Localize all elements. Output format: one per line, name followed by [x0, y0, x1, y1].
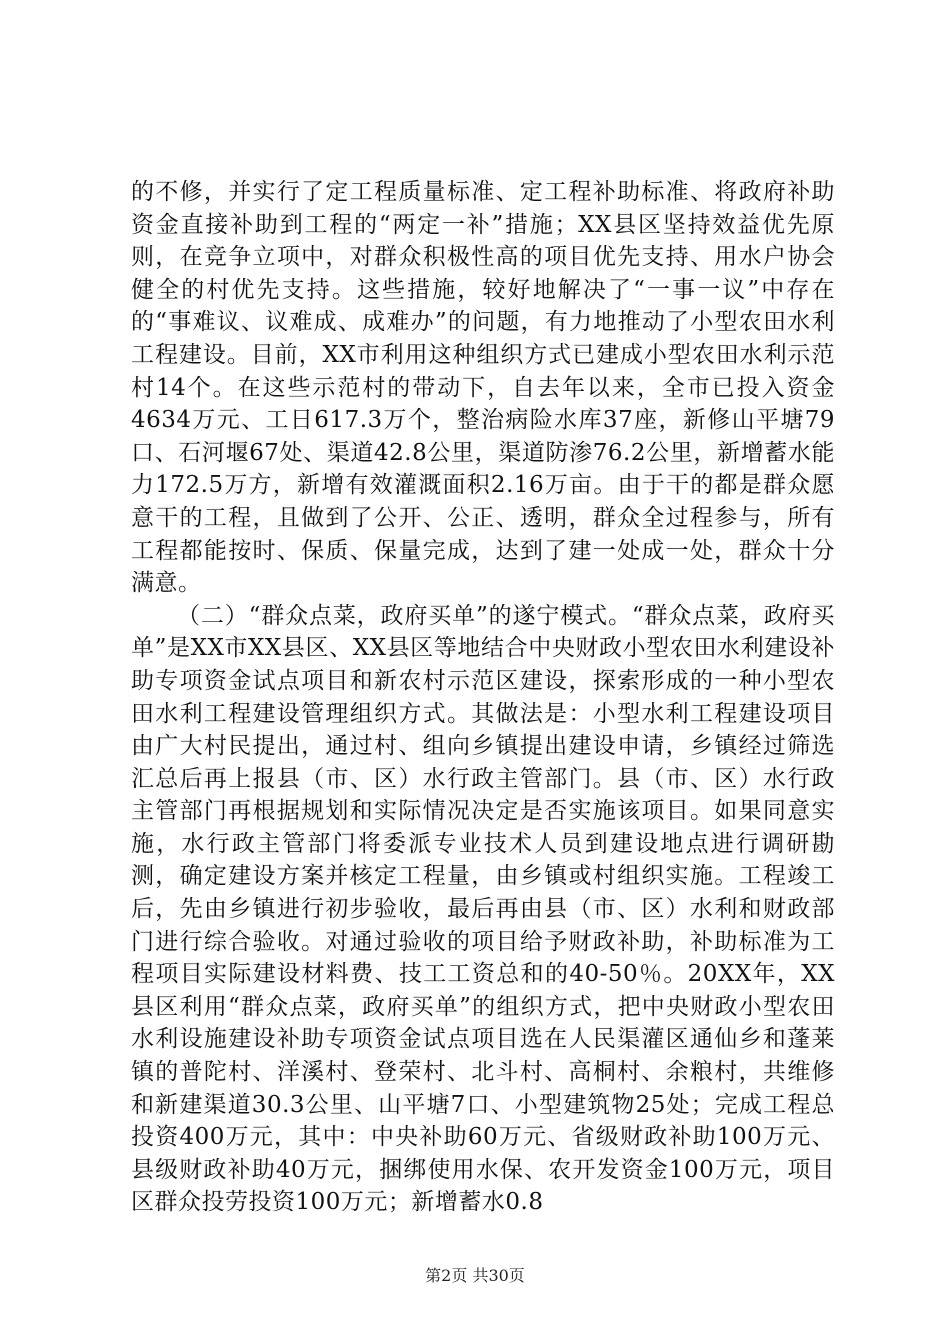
page-footer: 第2页 共30页	[425, 1266, 525, 1285]
document-body	[131, 176, 835, 1219]
paragraph-1: 的不修，并实行了定工程质量标准、定工程补助标准、将政府补助资金直接补助到工程的“两定一补”措施；XX县区坚持效益优先原则，在竞争立项中，对群众积极性高的项目优先支持、用水户协会健全的村优先支持。这些措施，较好地解决了“一事一议”中存在的“事难议、议难成、成难办”的问题，有力地推动了小型农田水利工程建设。目前，XX市利用这种组织方式已建成小型农田水利示范村14个。在这些示范村的带动下，自去年以来，全市已投入资金4634万元、工日617.3万个，整治病险水库37座，新修山平塘79口、石河堰67处、渠道42.8公里，渠道防渗76.2公里，新增蓄水能力172.5万方，新增有效灌溉面积2.16万亩。由于干的都是群众愿意干的工程，且做到了公开、公正、透明，群众全过程参与，所有工程都能按时、保质、保量完成，达到了建一处成一处，群众十分满意。	[131, 179, 835, 597]
paragraph-2: （二）“群众点菜，政府买单”的遂宁模式。“群众点菜，政府买单”是XX市XX县区、XX县区等地结合中央财政小型农田水利建设补助专项资金试点项目和新农村示范区建设，探索形成的一种小型农田水利工程建设管理组织方式。其做法是：小型水利工程建设项目由广大村民提出，通过村、组向乡镇提出建设申请，乡镇经过筛选汇总后再上报县（市、区）水行政主管部门。县（市、区）水行政主管部门再根据规划和实际情况决定是否实施该项目。如果同意实施，水行政主管部门将委派专业技术人员到建设地点进行调研勘测，确定建设方案并核定工程量，由乡镇或村组织实施。工程竣工后，先由乡镇进行初步验收，最后再由县（市、区）水利和财政部门进行综合验收。对通过验收的项目给予财政补助，补助标准为工程项目实际建设材料费、技工工资总和的40-50％。20XX年，XX县区利用“群众点菜，政府买单”的组织方式，把中央财政小型农田水利设施建设补助专项资金试点项目选在人民渠灌区通仙乡和蓬莱镇的普陀村、洋溪村、登荣村、北斗村、高桐村、余粮村，共维修和新建渠道30.3公里、山平塘7口、小型建筑物25处；完成工程总投资400万元，其中：中央补助60万元、省级财政补助100万元、县级财政补助40万元，捆绑使用水保、农开发资金100万元，项目区群众投劳投资100万元；新增蓄水0.8	[131, 602, 835, 1216]
